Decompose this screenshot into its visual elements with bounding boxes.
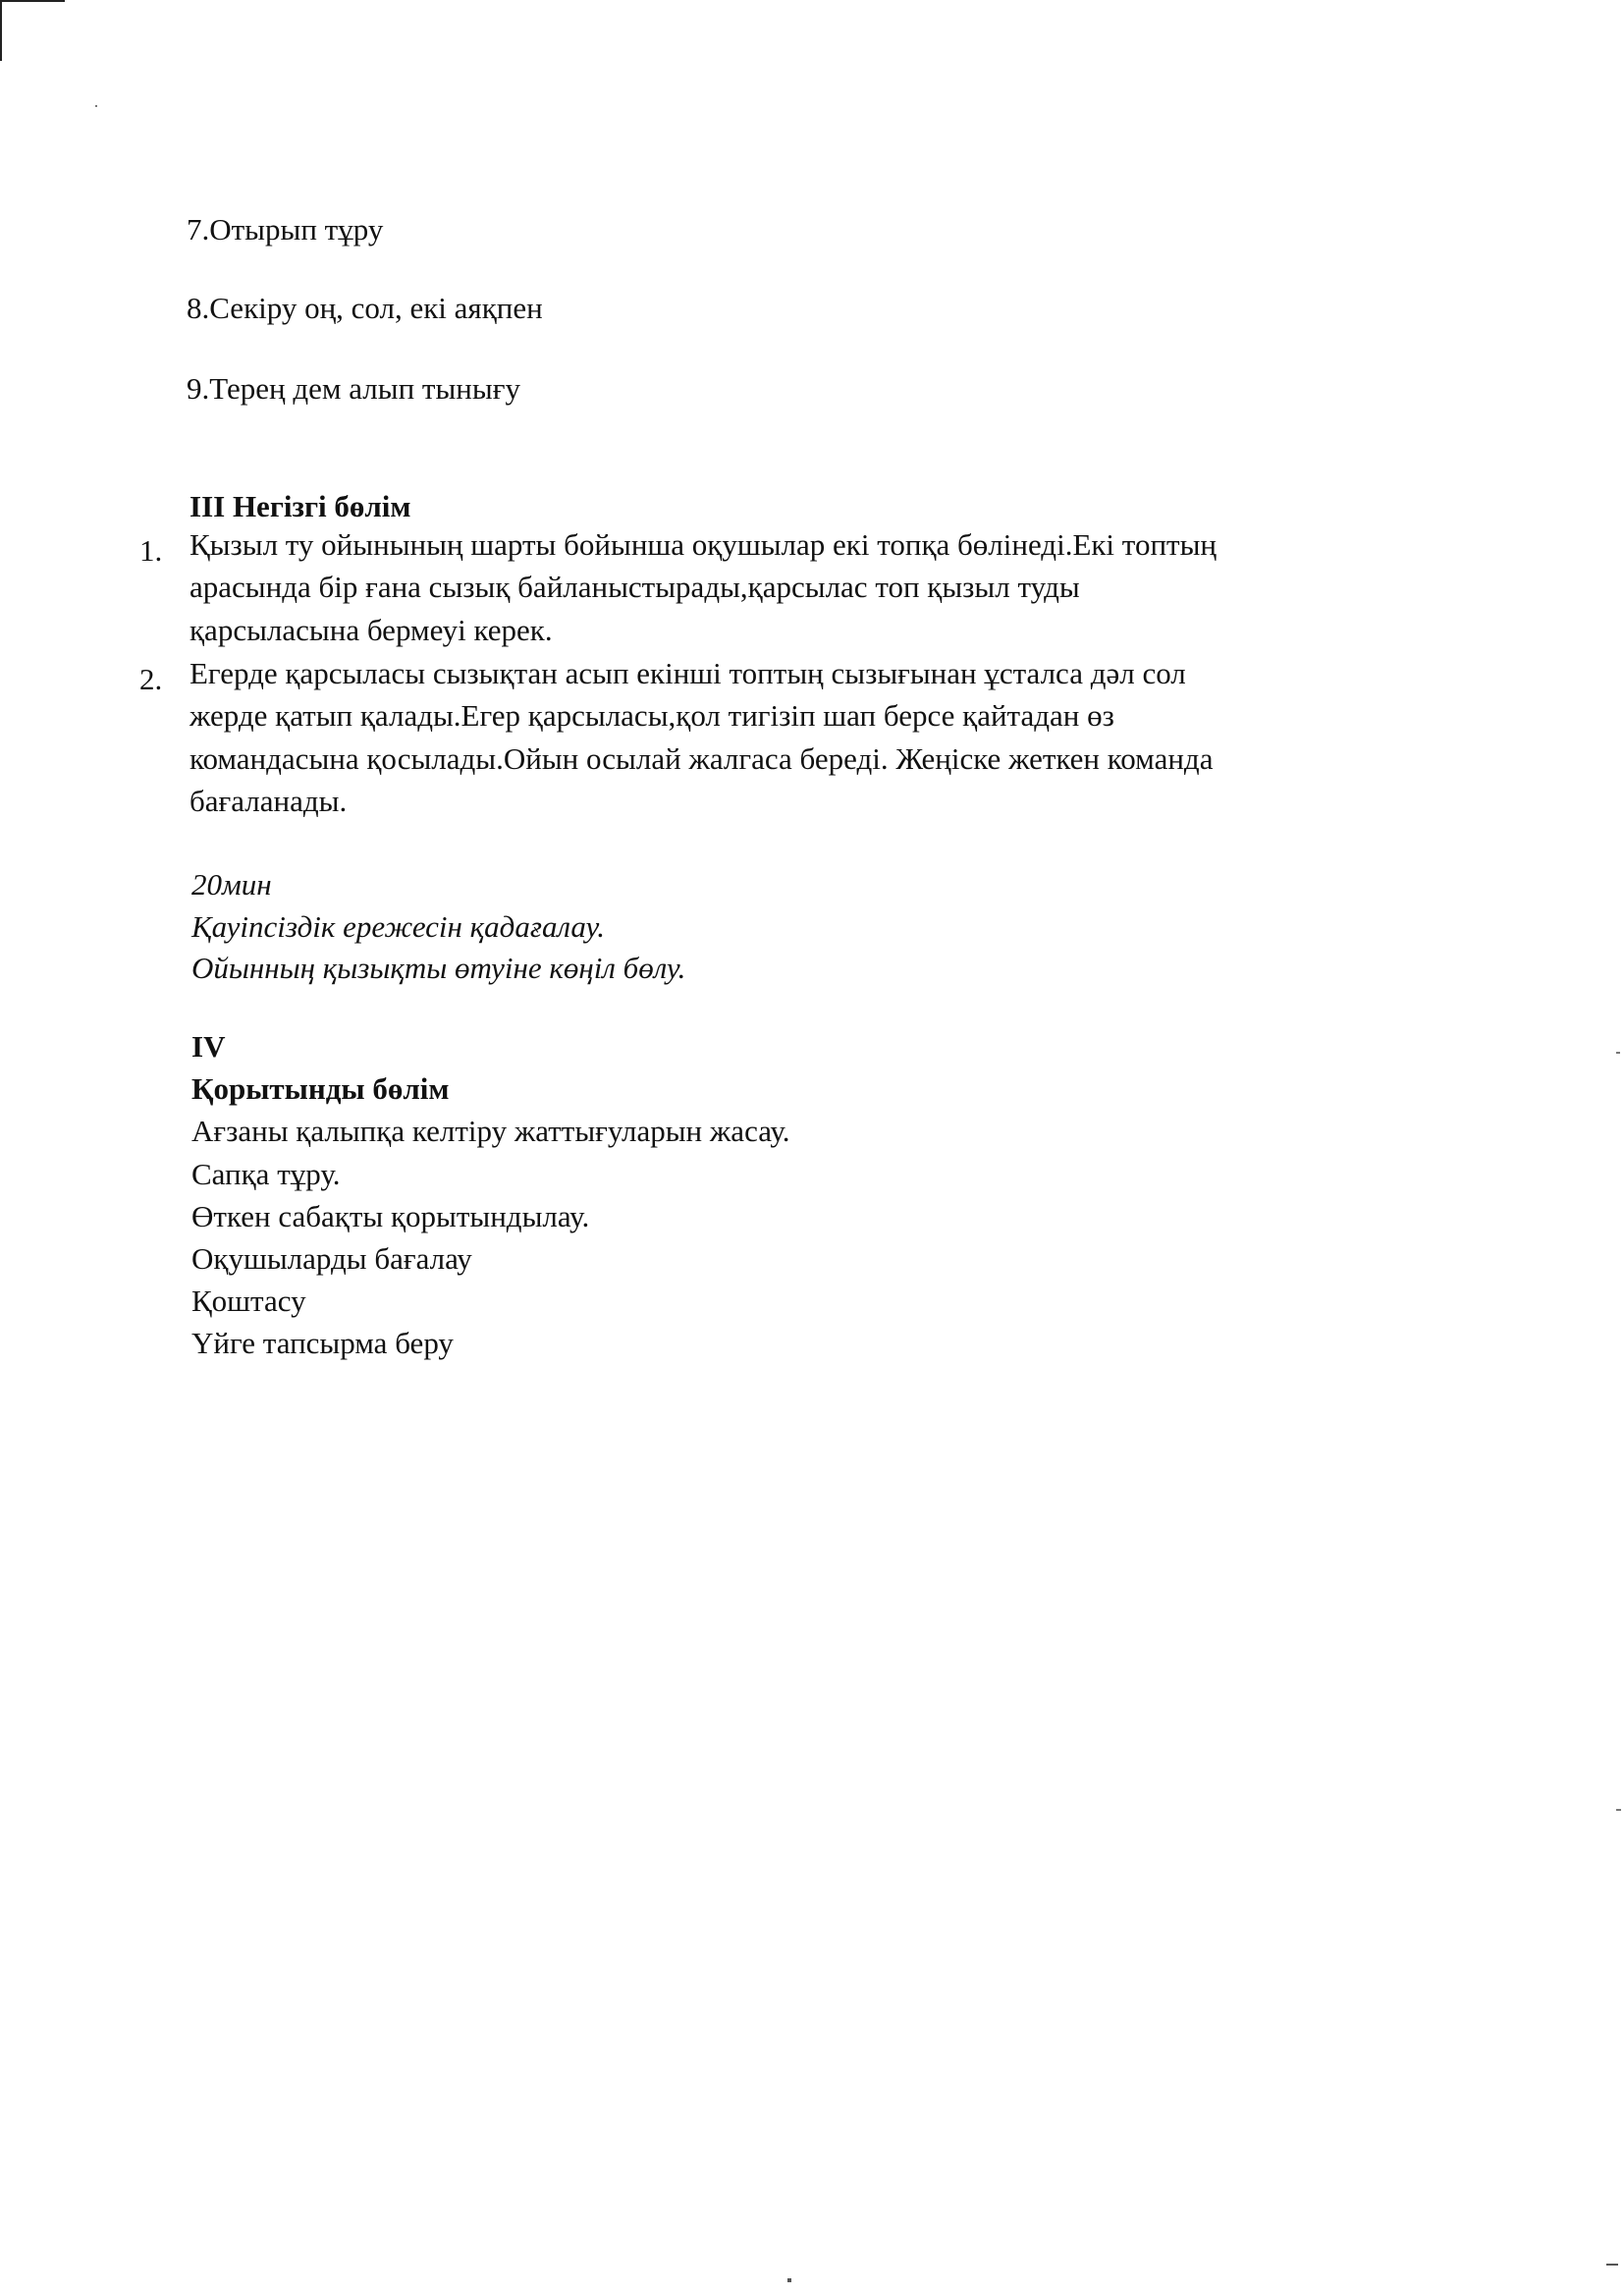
final-section-heading: Қорытынды бөлім (191, 1071, 450, 1106)
rule-line: Қызыл ту ойынының шарты бойынша оқушылар екі топқа бөлінеді.Екі топтың (189, 527, 1217, 562)
rule-line: қарсыласына бермеуі керек. (189, 613, 553, 647)
scan-speck (95, 105, 97, 107)
warmup-item: 7.Отырып тұру (187, 212, 384, 246)
final-item: Оқушыларды бағалау (191, 1241, 472, 1276)
rule-line: жерде қатып қалады.Егер қарсыласы,қол тигізіп шап берсе қайтадан өз (189, 698, 1114, 733)
scan-speck (1606, 2264, 1618, 2266)
final-item: Ағзаны қалыпқа келтіру жаттығуларын жасау. (191, 1114, 790, 1148)
main-section-heading: III Негізгі бөлім (189, 489, 411, 523)
warmup-item: 8.Секіру оң, сол, екі аяқпен (187, 291, 543, 325)
teacher-note: Ойынның қызықты өтуіне көңіл бөлу. (191, 951, 686, 985)
list-number: 1. (139, 533, 163, 568)
rule-line: бағаланады. (189, 784, 348, 818)
list-number: 2. (139, 662, 163, 696)
final-item: Қоштасу (191, 1284, 306, 1318)
rule-line: Егерде қарсыласы сызықтан асып екінші топтың сызығынан ұсталса дәл сол (189, 656, 1186, 690)
warmup-item: 9.Терең дем алып тынығу (187, 371, 520, 406)
scan-corner-line (0, 0, 65, 2)
scan-speck (1616, 1052, 1620, 1054)
rule-line: арасында бір ғана сызық байланыстырады,қарсылас топ қызыл туды (189, 570, 1080, 604)
rule-line: командасына қосылады.Ойын осылай жалгаса береді. Жеңіске жеткен команда (189, 741, 1214, 776)
scan-speck (787, 2278, 791, 2282)
scan-corner-line (0, 0, 2, 61)
time-note: 20мин (191, 867, 272, 902)
final-item: Сапқа тұру. (191, 1157, 341, 1191)
teacher-note: Қауіпсіздік ережесін қадағалау. (191, 909, 605, 944)
final-item: Үйге тапсырма беру (191, 1326, 454, 1360)
final-section-numeral: IV (191, 1029, 226, 1064)
scan-speck (1616, 1809, 1621, 1811)
final-item: Өткен сабақты қорытындылау. (191, 1199, 590, 1233)
